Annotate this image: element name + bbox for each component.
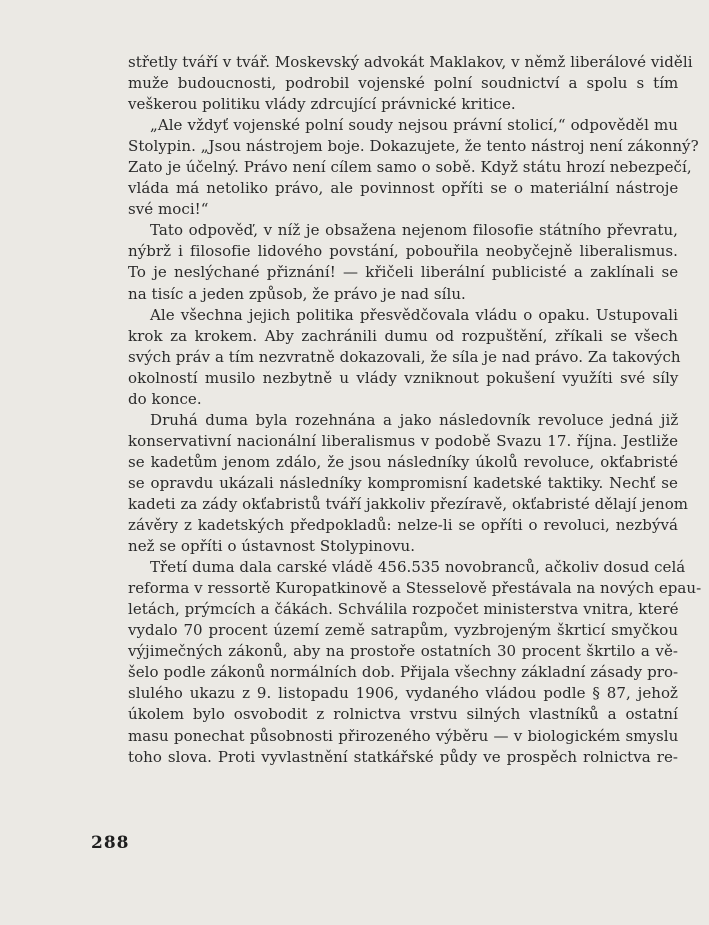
- text-line-content: závěry z kadetských předpokladů: nelze-li se opříti o revoluci, nezbývá: [128, 516, 678, 535]
- text-line: [128, 726, 678, 747]
- text-line: [128, 326, 678, 347]
- text-line: [128, 305, 678, 326]
- text-line-content: Ale všechna jejich politika přesvědčovala vládu o opaku. Ustupovali: [150, 305, 679, 324]
- text-line: [128, 410, 678, 431]
- text-line-content: „Ale vždyť vojenské polní soudy nejsou právní stolicí,“ odpověděl mu: [150, 116, 678, 135]
- text-line-content: své moci!“: [128, 200, 209, 219]
- text-line: [128, 136, 699, 157]
- text-line: [128, 662, 678, 683]
- text-line: [128, 641, 678, 662]
- page-number: 288: [91, 833, 130, 853]
- text-line: [128, 473, 678, 494]
- text-line-content: vydalo 70 procent území země satrapům, vyzbrojeným škrticí smyčkou: [128, 621, 679, 640]
- text-line-content: Třetí duma dala carské vládě 456.535 novobranců, ačkoliv dosud celá: [150, 558, 686, 577]
- text-line: [128, 620, 678, 641]
- text-line-content: kadeti za zády okťabristů tváří jakkoliv přezíravě, okťabristé dělají jenom: [128, 494, 689, 513]
- text-line: [128, 494, 689, 515]
- text-line: [128, 578, 702, 599]
- text-line-content: střetly tváří v tvář. Moskevský advokát Maklakov, v němž liberálové viděli: [128, 53, 693, 71]
- text-line-content: reforma v ressortě Kuropatkinově a Stesselově přestávala na nových epau-: [128, 579, 702, 598]
- text-line-content: vláda má netoliko právo, ale povinnost opříti se o materiální nástroje: [128, 179, 679, 198]
- text-line-content: konservativní nacionální liberalismus v podobě Svazu 17. října. Jestliže: [128, 431, 678, 450]
- text-line: [128, 199, 678, 220]
- text-line: [128, 157, 692, 178]
- text-line: [128, 389, 678, 410]
- text-line-content: svých práv a tím nezvratně dokazovali, že síla je nad právo. Za takových: [128, 347, 681, 366]
- text-line: [128, 347, 681, 368]
- text-line: [128, 515, 678, 536]
- text-line: [128, 452, 678, 473]
- text-line-content: úkolem bylo osvobodit z rolnictva vrstvu silných vlastníků a ostatní: [128, 705, 678, 724]
- text-line: [128, 115, 678, 136]
- text-line: [128, 431, 678, 452]
- text-line-content: slulého ukazu z 9. listopadu 1906, vydaného vládou podle § 87, jehož: [128, 684, 678, 703]
- text-line: [128, 599, 678, 620]
- text-line-content: veškerou politiku vlády zdrcující právnické kritice.: [128, 95, 516, 114]
- text-line: [128, 52, 693, 73]
- text-line-content: masu ponechat působnosti přirozeného výběru — v biologickém smyslu: [128, 726, 679, 745]
- text-line-content: do konce.: [128, 389, 202, 408]
- text-line-content: Druhá duma byla rozehnána a jako následovník revoluce jedná již: [150, 410, 679, 429]
- text-line: [128, 557, 686, 578]
- text-line: [128, 536, 678, 557]
- text-line-content: Tato odpověď, v níž je obsažena nejenom filosofie státního převratu,: [150, 221, 678, 240]
- text-line: [128, 73, 678, 94]
- text-line-content: šelo podle zákonů normálních dob. Přijala všechny základní zásady pro-: [128, 663, 679, 682]
- text-line-content: výjimečných zákonů, aby na prostoře ostatních 30 procent škrtilo a vě-: [128, 642, 678, 661]
- text-line-content: Stolypin. „Jsou nástrojem boje. Dokazujete, že tento nástroj není zákonný?: [128, 137, 699, 156]
- text-line: [128, 683, 678, 704]
- text-line-content: muže budoucnosti, podrobil vojenské polní soudnictví a spolu s tím: [128, 74, 679, 93]
- text-line-content: na tisíc a jeden způsob, že právo je nad sílu.: [128, 284, 466, 303]
- text-line-content: nýbrž i filosofie lidového povstání, pobouřila neobyčejně liberalismus.: [128, 242, 678, 261]
- text-line: [128, 704, 678, 725]
- text-line: [128, 94, 678, 115]
- text-line: [128, 220, 678, 241]
- text-line: [128, 284, 678, 305]
- text-line-content: To je neslýchané přiznání! — křičeli liberální publicisté a zaklínali se: [128, 263, 679, 282]
- text-line-content: se opravdu ukázali následníky kompromisní kadetské taktiky. Nechť se: [128, 473, 678, 492]
- text-line-content: okolností musilo nezbytně u vlády vzniknout pokušení využíti své síly: [128, 368, 679, 387]
- text-line: [128, 747, 678, 768]
- text-line-content: krok za krokem. Aby zachránili dumu od rozpuštění, zříkali se všech: [128, 326, 678, 345]
- text-line: [128, 262, 678, 283]
- body-text: [128, 52, 702, 768]
- text-line-content: Zato je účelný. Právo není cílem samo o sobě. Když státu hrozí nebezpečí,: [128, 158, 692, 177]
- text-line-content: než se opříti o ústavnost Stolypinovu.: [128, 537, 416, 556]
- text-line: [128, 241, 678, 262]
- text-line-content: toho slova. Proti vyvlastnění statkářské půdy ve prospěch rolnictva re-: [128, 747, 678, 766]
- text-line: [128, 368, 678, 389]
- text-line-content: letách, prýmcích a čákách. Schválila rozpočet ministerstva vnitra, které: [128, 600, 679, 619]
- text-line: [128, 178, 678, 199]
- text-line-content: se kadetům jenom zdálo, že jsou následníky úkolů revoluce, okťabristé: [128, 452, 678, 471]
